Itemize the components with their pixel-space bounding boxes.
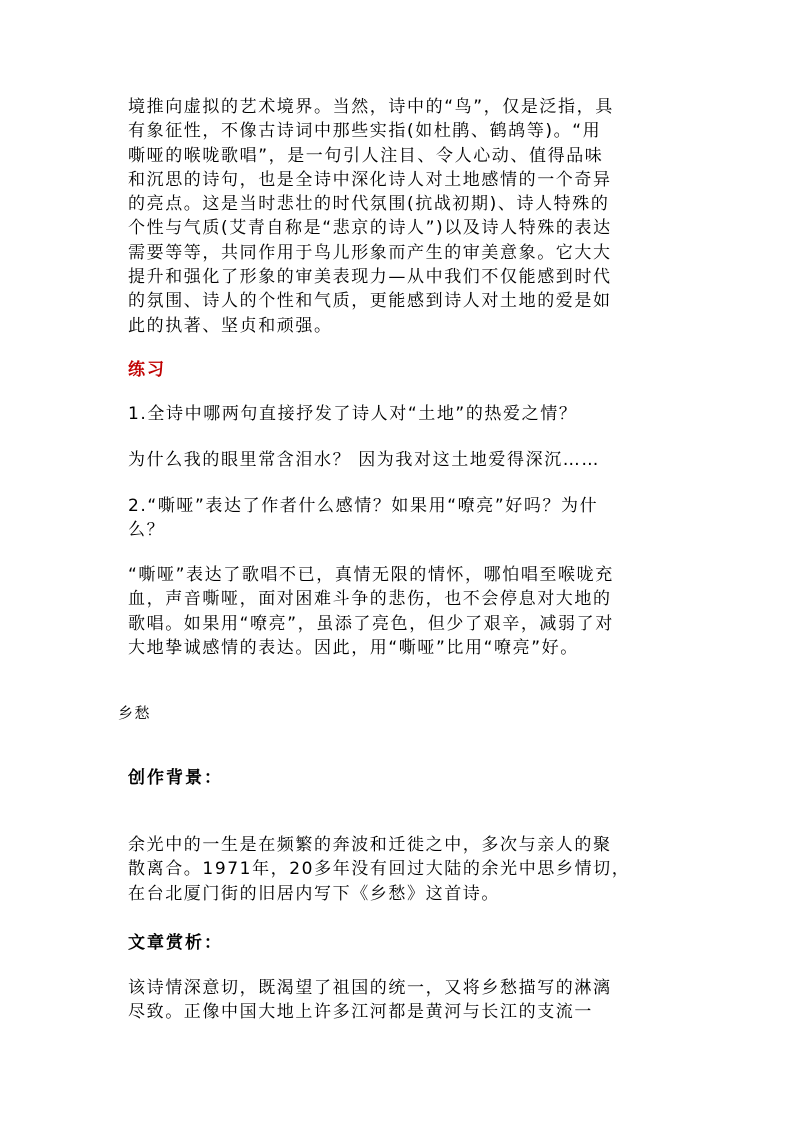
background-heading bbox=[128, 766, 668, 790]
text-line: 大地挚诚感情的表达。因此，用“嘶哑”比用“嘹亮”好。 bbox=[128, 637, 579, 658]
paragraph-analysis-continued bbox=[128, 95, 668, 338]
text-line: 血，声音嘶哑，面对困难斗争的悲伤，也不会停息对大地的 bbox=[128, 589, 612, 610]
text-line: 个性与气质(艾青自称是“悲京的诗人”)以及诗人特殊的表达 bbox=[128, 218, 612, 239]
poem-title: 乡愁 bbox=[118, 704, 152, 722]
analysis-heading-text: 文章赏析： bbox=[128, 933, 223, 953]
answer-2 bbox=[128, 563, 668, 660]
text-line: 散离合。1971年，20多年没有回过大陆的余光中思乡情切， bbox=[128, 859, 631, 880]
analysis-paragraph bbox=[128, 976, 668, 1025]
text-line: 和沉思的诗句，也是全诗中深化诗人对土地感情的一个奇异 bbox=[128, 169, 612, 190]
text-line: 境推向虚拟的艺术境界。当然，诗中的“鸟”，仅是泛指，具 bbox=[128, 97, 614, 117]
text-line: 余光中的一生是在频繁的奔波和迁徙之中，多次与亲人的聚 bbox=[128, 835, 612, 855]
text-line: 的亮点。这是当时悲壮的时代氛围(抗战初期)、诗人特殊的 bbox=[128, 194, 610, 215]
text-line: 提升和强化了形象的审美表现力—从中我们不仅能感到时代 bbox=[128, 267, 612, 288]
text-line: 歌唱。如果用“嘹亮”，虽添了亮色，但少了艰辛，减弱了对 bbox=[128, 613, 614, 634]
answer-1-text: 为什么我的眼里常含泪水？ 因为我对这土地爱得深沉…… bbox=[128, 450, 601, 470]
background-heading-text: 创作背景： bbox=[128, 768, 223, 788]
exercise-heading-text: 练习 bbox=[128, 360, 166, 380]
text-line: 尽致。正像中国大地上许多江河都是黄河与长江的支流一 bbox=[128, 1002, 593, 1023]
exercise-heading bbox=[128, 358, 668, 382]
text-line: 么？ bbox=[128, 520, 166, 541]
text-line: 嘶哑的喉咙歌唱”，是一句引人注目、令人心动、值得品味 bbox=[128, 145, 604, 166]
text-line: 的氛围、诗人的个性和气质，更能感到诗人对土地的爱是如 bbox=[128, 291, 612, 312]
background-paragraph bbox=[128, 833, 668, 906]
text-line: 此的执著、坚贞和顽强。 bbox=[128, 315, 333, 336]
text-line: “嘶哑”表达了歌唱不已，真情无限的情怀，哪怕唱至喉咙充 bbox=[128, 565, 614, 585]
text-line: 需要等等，共同作用于鸟儿形象而产生的审美意象。它大大 bbox=[128, 242, 612, 263]
analysis-heading bbox=[128, 931, 668, 955]
text-line: 该诗情深意切，既渴望了祖国的统一，又将乡愁描写的淋漓 bbox=[128, 978, 612, 998]
answer-1 bbox=[128, 448, 668, 472]
text-line: 在台北厦门街的旧居内写下《乡愁》这首诗。 bbox=[128, 883, 500, 904]
question-1 bbox=[128, 402, 668, 426]
text-line: 有象征性，不像古诗词中那些实指(如杜鹃、鹤鸪等)。“用 bbox=[128, 121, 602, 142]
question-1-text: 1.全诗中哪两句直接抒发了诗人对“土地”的热爱之情？ bbox=[128, 404, 578, 424]
question-2 bbox=[128, 494, 668, 543]
text-line: 2.“嘶哑”表达了作者什么感情？如果用“嘹亮”好吗？为什 bbox=[128, 496, 599, 516]
